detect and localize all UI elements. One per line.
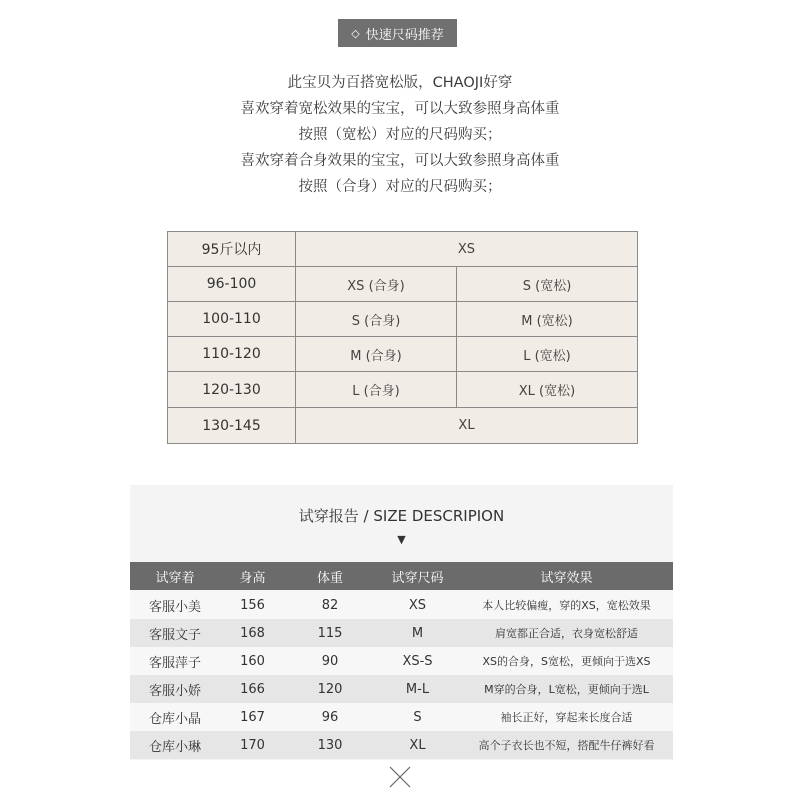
fit-size-cell: XS (合身) [296, 267, 457, 301]
header-size: 试穿尺码 [391, 570, 444, 586]
size-row [168, 337, 637, 372]
size-cell: XL [409, 737, 426, 753]
fit-size-cell: L (合身) [296, 372, 457, 407]
height-cell: 170 [240, 737, 265, 753]
fit-size-cell: M (合身) [296, 337, 457, 371]
loose-size-cell: M (宽松) [521, 313, 573, 329]
size-cell: XL [458, 418, 475, 433]
quick-size-badge [338, 19, 457, 47]
weight-cell: 115 [317, 625, 343, 641]
down-arrow-icon: ▼ [397, 533, 406, 546]
size-row [168, 372, 637, 408]
trial-report [130, 485, 673, 760]
effect-cell: M穿的合身，L宽松，更倾向于选L [484, 683, 649, 696]
tester-cell: 客服小娇 [148, 683, 201, 699]
weight-cell: 130-145 [168, 408, 296, 443]
size-table [167, 231, 638, 444]
size-cell: XS [457, 241, 476, 257]
height-cell: 168 [240, 625, 265, 641]
effect-cell: 肩宽都正合适，衣身宽松舒适 [495, 627, 638, 640]
weight-cell: 90 [321, 653, 339, 669]
size-cell: M-L [405, 681, 430, 697]
header-height: 身高 [239, 570, 266, 586]
weight-cell: 95斤以内 [168, 232, 296, 266]
tester-cell: 仓库小琳 [148, 739, 201, 755]
table-row [130, 731, 673, 759]
size-cell: M [411, 625, 424, 641]
size-cell: XS-S [402, 653, 433, 669]
height-cell: 160 [240, 653, 265, 669]
height-cell: 167 [240, 709, 265, 725]
table-row [130, 619, 673, 647]
size-row [168, 408, 637, 443]
weight-cell: 110-120 [168, 337, 296, 371]
weight-cell: 120-130 [168, 372, 296, 407]
tester-cell: 客服小美 [148, 599, 201, 615]
size-row [168, 232, 637, 267]
size-row [168, 267, 637, 302]
loose-size-cell: L (宽松) [523, 348, 571, 364]
header-effect: 试穿效果 [540, 570, 593, 586]
diamond-outline-icon: ◇ [351, 26, 360, 40]
size-cell: S [413, 709, 422, 725]
effect-cell: 袖长正好，穿起来长度合适 [500, 711, 633, 724]
close-icon [389, 766, 411, 788]
loose-size-cell: S (宽松) [522, 278, 572, 294]
size-row [168, 302, 637, 337]
table-row [130, 591, 673, 619]
size-cell: XS [408, 597, 427, 613]
loose-size-cell: XL (宽松) [518, 384, 576, 399]
tester-cell: 仓库小晶 [148, 711, 201, 727]
intro-line: 按照（宽松）对应的尺码购买； [298, 127, 502, 143]
weight-cell: 130 [317, 737, 343, 753]
weight-cell: 120 [317, 681, 343, 697]
intro-text [0, 70, 800, 200]
header-tester: 试穿着 [155, 570, 195, 586]
weight-cell: 100-110 [168, 302, 296, 336]
weight-cell: 96-100 [168, 267, 296, 301]
effect-cell: XS的合身，S宽松，更倾向于选XS [482, 655, 651, 668]
report-title: 试穿报告 / SIZE DESCRIPION [298, 507, 505, 525]
weight-cell: 82 [321, 597, 339, 613]
tester-cell: 客服萍子 [148, 655, 201, 671]
table-row [130, 647, 673, 675]
effect-cell: 本人比较偏瘦，穿的XS，宽松效果 [482, 599, 651, 612]
fit-size-cell: S (合身) [296, 302, 457, 336]
table-row [130, 703, 673, 731]
intro-line: 喜欢穿着合身效果的宝宝，可以大致参照身高体重 [240, 153, 560, 169]
tester-cell: 客服文子 [148, 627, 201, 643]
header-weight: 体重 [316, 570, 343, 586]
table-row [130, 675, 673, 703]
weight-cell: 96 [321, 709, 339, 725]
height-cell: 156 [240, 597, 265, 613]
report-table-header [130, 562, 673, 590]
badge-label: 快速尺码推荐 [365, 27, 444, 43]
intro-line: 此宝贝为百搭宽松版，CHAOJI好穿 [287, 75, 513, 91]
height-cell: 166 [240, 681, 265, 697]
effect-cell: 高个子衣长也不短，搭配牛仔裤好看 [478, 739, 655, 752]
intro-line: 喜欢穿着宽松效果的宝宝，可以大致参照身高体重 [240, 101, 560, 117]
intro-line: 按照（合身）对应的尺码购买； [298, 179, 502, 195]
